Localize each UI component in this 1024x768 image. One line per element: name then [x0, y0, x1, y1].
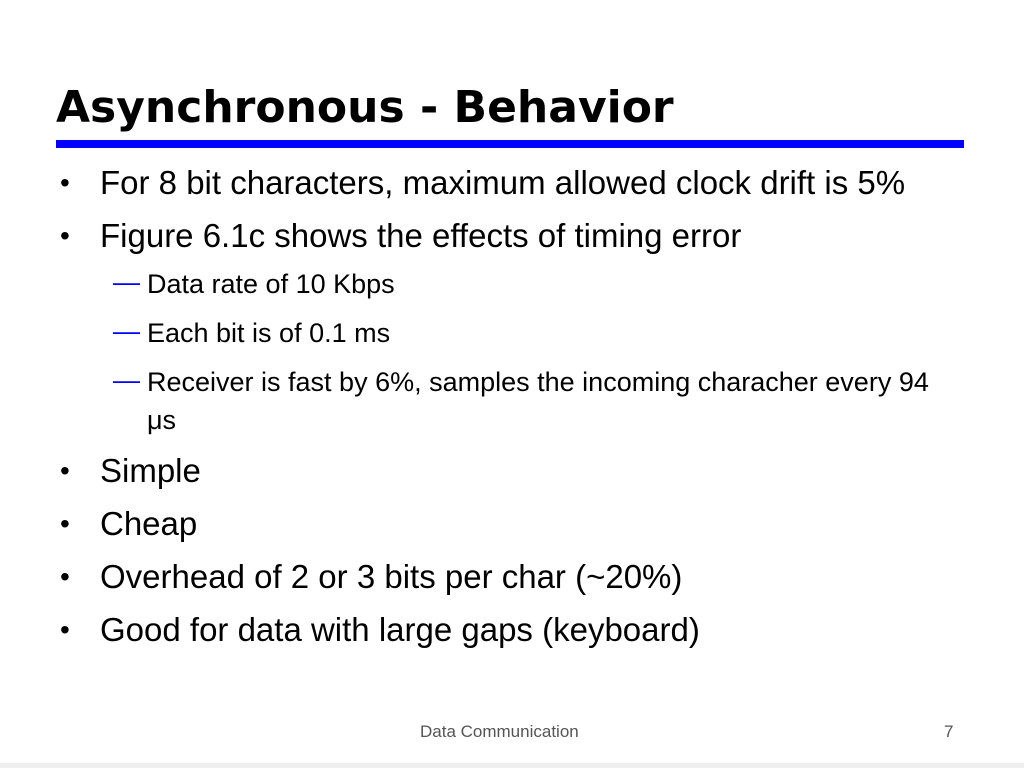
bullet-item [60, 162, 960, 204]
sub-bullet-list [100, 265, 960, 439]
bullet-item [60, 215, 960, 439]
sub-bullet-item [100, 363, 960, 439]
sub-bullet-marker: — [113, 316, 140, 346]
bullet-text: Figure 6.1c shows the effects of timing error [100, 217, 742, 254]
bullet-item [60, 609, 960, 651]
sub-bullet-marker: — [113, 365, 140, 395]
bullet-marker: • [60, 220, 70, 251]
sub-bullet-text: Each bit is of 0.1 ms [147, 318, 391, 348]
bullet-list [60, 162, 960, 662]
bullet-item [60, 450, 960, 492]
bullet-marker: • [60, 455, 70, 486]
bottom-edge [0, 763, 1024, 768]
bullet-marker: • [60, 614, 70, 645]
sub-bullet-text: Data rate of 10 Kbps [147, 269, 395, 299]
footer-label: Data Communication [420, 722, 579, 741]
bullet-text: Overhead of 2 or 3 bits per char (~20%) [100, 558, 683, 595]
bullet-marker: • [60, 167, 70, 198]
bullet-item [60, 556, 960, 598]
slide-title: Asynchronous - Behavior [56, 82, 674, 133]
title-underline [56, 140, 964, 148]
bullet-text: Good for data with large gaps (keyboard) [100, 611, 700, 648]
bullet-text: Cheap [100, 505, 198, 542]
sub-bullet-item [100, 314, 960, 352]
bullet-text: Simple [100, 452, 201, 489]
bullet-marker: • [60, 508, 70, 539]
sub-bullet-marker: — [113, 267, 140, 297]
page-number: 7 [944, 722, 954, 741]
bullet-marker: • [60, 561, 70, 592]
bullet-item [60, 503, 960, 545]
sub-bullet-text: Receiver is fast by 6%, samples the incoming characher every 94 μs [147, 367, 929, 435]
sub-bullet-item [100, 265, 960, 303]
bullet-text: For 8 bit characters, maximum allowed clock drift is 5% [100, 164, 906, 201]
